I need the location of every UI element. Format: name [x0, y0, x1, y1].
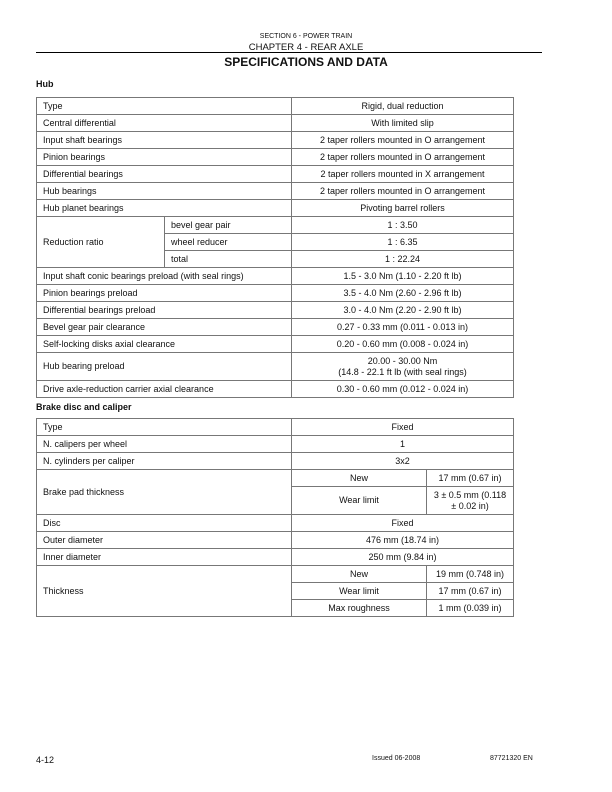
value-line: 20.00 - 30.00 Nm: [367, 355, 438, 366]
table-row: [37, 166, 514, 183]
spec-label: Pinion bearings: [37, 149, 292, 166]
hub-heading: Hub: [36, 79, 54, 89]
spec-value: 0.20 - 0.60 mm (0.008 - 0.024 in): [292, 336, 514, 353]
spec-value: 1: [292, 436, 514, 453]
table-row: [37, 419, 514, 436]
spec-label: Bevel gear pair clearance: [37, 319, 292, 336]
table-row: [37, 285, 514, 302]
page-title: SPECIFICATIONS AND DATA: [224, 55, 388, 69]
spec-value: 2 taper rollers mounted in O arrangement: [292, 183, 514, 200]
spec-value: Max roughness: [292, 600, 427, 617]
spec-value: 1 mm (0.039 in): [427, 600, 514, 617]
table-row: [37, 115, 514, 132]
spec-label: Central differential: [37, 115, 292, 132]
document-number: 87721320 EN: [490, 755, 533, 762]
brake-spec-table: [36, 418, 514, 617]
spec-value: [292, 353, 514, 381]
spec-label: wheel reducer: [165, 234, 292, 251]
brake-heading: Brake disc and caliper: [36, 402, 132, 412]
spec-label: Brake pad thickness: [37, 470, 292, 515]
spec-value: 17 mm (0.67 in): [427, 583, 514, 600]
spec-label: total: [165, 251, 292, 268]
spec-value: 3.5 - 4.0 Nm (2.60 - 2.96 ft lb): [292, 285, 514, 302]
table-row: [37, 217, 514, 234]
spec-label: Inner diameter: [37, 549, 292, 566]
spec-label: Disc: [37, 515, 292, 532]
table-row: [37, 149, 514, 166]
spec-value: 1.5 - 3.0 Nm (1.10 - 2.20 ft lb): [292, 268, 514, 285]
spec-value: 3.0 - 4.0 Nm (2.20 - 2.90 ft lb): [292, 302, 514, 319]
table-row: [37, 381, 514, 398]
spec-label: Type: [37, 98, 292, 115]
spec-label: Outer diameter: [37, 532, 292, 549]
spec-label: Reduction ratio: [37, 217, 165, 268]
spec-label: Hub planet bearings: [37, 200, 292, 217]
spec-label: Differential bearings preload: [37, 302, 292, 319]
spec-label: Drive axle-reduction carrier axial clearance: [37, 381, 292, 398]
spec-label: Differential bearings: [37, 166, 292, 183]
spec-value: Wear limit: [292, 583, 427, 600]
table-row: [37, 353, 514, 381]
spec-label: N. calipers per wheel: [37, 436, 292, 453]
spec-value: 17 mm (0.67 in): [427, 470, 514, 487]
spec-label: Input shaft conic bearings preload (with seal rings): [37, 268, 292, 285]
spec-value: 2 taper rollers mounted in X arrangement: [292, 166, 514, 183]
issue-date: Issued 06-2008: [372, 755, 421, 762]
spec-value: 1 : 3.50: [292, 217, 514, 234]
spec-value: 0.30 - 0.60 mm (0.012 - 0.024 in): [292, 381, 514, 398]
spec-value: Wear limit: [292, 487, 427, 515]
spec-value: 3x2: [292, 453, 514, 470]
spec-value: 1 : 22.24: [292, 251, 514, 268]
spec-label: bevel gear pair: [165, 217, 292, 234]
value-line: (14.8 - 22.1 ft lb (with seal rings): [338, 366, 467, 377]
table-row: [37, 200, 514, 217]
table-row: [37, 515, 514, 532]
spec-label: Type: [37, 419, 292, 436]
spec-label: Pinion bearings preload: [37, 285, 292, 302]
spec-label: Thickness: [37, 566, 292, 617]
spec-label: N. cylinders per caliper: [37, 453, 292, 470]
table-row: [37, 319, 514, 336]
spec-value: 1 : 6.35: [292, 234, 514, 251]
spec-label: Hub bearing preload: [37, 353, 292, 381]
spec-value: Rigid, dual reduction: [292, 98, 514, 115]
spec-value: 0.27 - 0.33 mm (0.011 - 0.013 in): [292, 319, 514, 336]
hub-spec-table: [36, 97, 514, 398]
spec-value: 476 mm (18.74 in): [292, 532, 514, 549]
table-row: [37, 453, 514, 470]
spec-value: 19 mm (0.748 in): [427, 566, 514, 583]
table-row: [37, 436, 514, 453]
spec-value: With limited slip: [292, 115, 514, 132]
table-row: [37, 98, 514, 115]
table-row: [37, 336, 514, 353]
table-row: [37, 183, 514, 200]
table-row: [37, 566, 514, 583]
table-row: [37, 302, 514, 319]
page-number: 4-12: [36, 755, 55, 765]
table-row: [37, 549, 514, 566]
spec-value: New: [292, 470, 427, 487]
table-row: [37, 532, 514, 549]
spec-label: Hub bearings: [37, 183, 292, 200]
table-row: [37, 470, 514, 487]
spec-value: 2 taper rollers mounted in O arrangement: [292, 132, 514, 149]
spec-value: 250 mm (9.84 in): [292, 549, 514, 566]
spec-label: Input shaft bearings: [37, 132, 292, 149]
spec-value: Pivoting barrel rollers: [292, 200, 514, 217]
section-title: SECTION 6 - POWER TRAIN: [259, 33, 353, 40]
spec-value: New: [292, 566, 427, 583]
spec-label: Self-locking disks axial clearance: [37, 336, 292, 353]
table-row: [37, 132, 514, 149]
table-row: [37, 268, 514, 285]
chapter-title: CHAPTER 4 - REAR AXLE: [248, 42, 364, 53]
spec-value: Fixed: [292, 515, 514, 532]
spec-value: Fixed: [292, 419, 514, 436]
spec-value: 3 ± 0.5 mm (0.118 ± 0.02 in): [427, 487, 514, 515]
header-rule: [36, 52, 542, 53]
spec-value: 2 taper rollers mounted in O arrangement: [292, 149, 514, 166]
